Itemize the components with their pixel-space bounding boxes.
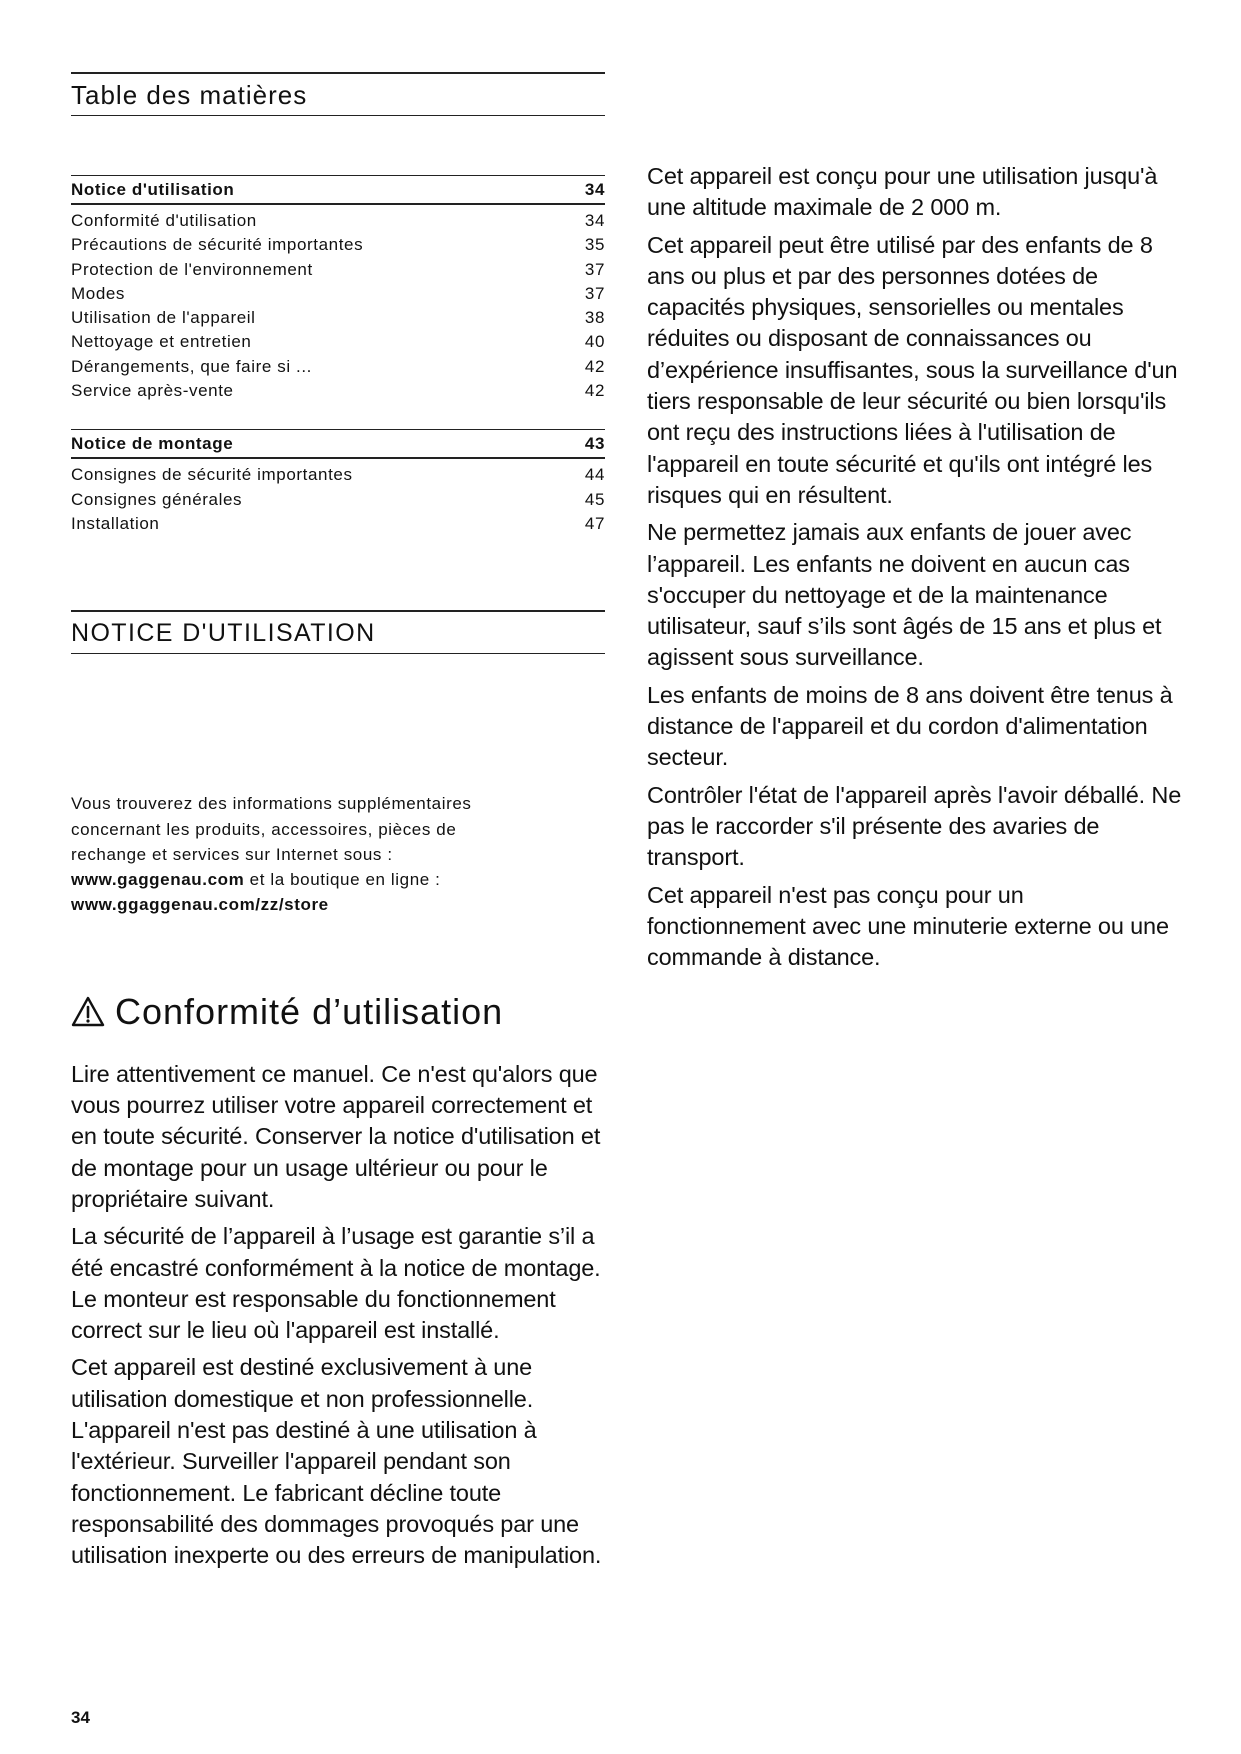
store-link[interactable]: www.ggaggenau.com/zz/store (71, 895, 329, 915)
body-paragraph: Contrôler l'état de l'appareil après l'avoir déballé. Ne pas le raccorder s'il présente des avaries de transport. (647, 781, 1182, 871)
toc-entry[interactable] (71, 258, 605, 282)
toc-entry-page: 38 (584, 308, 605, 328)
toc-entry[interactable] (71, 355, 605, 379)
info-line: concernant les produits, accessoires, pièces de (71, 819, 457, 839)
right-column (647, 161, 1187, 979)
website-link[interactable]: www.gaggenau.com (71, 870, 245, 890)
toc-entry-page: 47 (584, 513, 605, 533)
body-paragraph: La sécurité de l’appareil à l’usage est garantie s’il a été encastré conformément à la notice de montage. Le monteur est responsable du fonctionnement correct sur le lieu où l'appareil est installé. (71, 1223, 601, 1344)
toc-section-heading-label: Notice de montage (71, 434, 234, 454)
info-box (71, 791, 605, 917)
toc-entry-label: Précautions de sécurité importantes (71, 235, 364, 255)
toc-entry-label: Installation (71, 513, 160, 533)
toc-section-heading-page: 34 (584, 180, 605, 199)
toc-entry[interactable] (71, 512, 605, 536)
toc-entry-page: 37 (584, 259, 605, 279)
toc-entry-label: Modes (71, 283, 126, 303)
body-paragraph: Cet appareil peut être utilisé par des enfants de 8 ans ou plus et par des personnes dotées de capacités physiques, sensorielles ou mentales réduites ou disposant de connaissances ou d’expérience insuffisantes, sous la surveillance d'un tiers responsable de leur sécurité ou bien lorsqu'ils ont reçu des instructions liées à l'utilisation de l'appareil en toute sécurité et qu'ils ont intégré les risques qui en résultent. (647, 231, 1178, 508)
toc-list (71, 463, 605, 536)
toc-entry[interactable] (71, 306, 605, 330)
toc-section-heading-label: Notice d'utilisation (71, 180, 235, 199)
toc-entry-page: 35 (584, 235, 605, 255)
toc-section-utilisation (71, 175, 605, 403)
conformite-heading (71, 990, 605, 1034)
toc-entry-label: Protection de l'environnement (71, 259, 313, 279)
toc-entry-label: Utilisation de l'appareil (71, 308, 256, 328)
toc-entry[interactable] (71, 330, 605, 354)
toc-entry-page: 40 (584, 332, 605, 352)
toc-entry-page: 44 (584, 465, 605, 485)
toc-entry-label: Nettoyage et entretien (71, 332, 252, 352)
toc-section-montage (71, 429, 605, 536)
toc-entry[interactable] (71, 209, 605, 233)
conformite-title: Conformité d’utilisation (115, 990, 504, 1032)
toc-entry-label: Consignes de sécurité importantes (71, 465, 353, 485)
toc-entry-label: Dérangements, que faire si ... (71, 356, 313, 376)
toc-entry[interactable] (71, 233, 605, 257)
toc-entry-page: 45 (584, 489, 605, 509)
body-paragraph: Lire attentivement ce manuel. Ce n'est qu'alors que vous pourrez utiliser votre appareil correctement et en toute sécurité. Conserver la notice d'utilisation et de montage pour un usage ultérieur ou pour le propriétaire suivant. (71, 1060, 601, 1212)
body-paragraph: Cet appareil est conçu pour une utilisation jusqu'à une altitude maximale de 2 000 m. (647, 163, 1158, 221)
toc-entry-page: 42 (584, 381, 605, 401)
toc-title: Table des matières (71, 72, 605, 116)
body-paragraph: Cet appareil est destiné exclusivement à une utilisation domestique et non professionnelle. L'appareil n'est pas destiné à une utilisation à l'extérieur. Surveiller l'appareil pendant son fonctionnement. Le fabricant décline toute responsabilité des dommages provoqués par une utilisation inexperte ou des erreurs de manipulation. (71, 1354, 602, 1569)
toc-entry[interactable] (71, 463, 605, 487)
body-paragraph: Ne permettez jamais aux enfants de jouer avec l’appareil. Les enfants ne doivent en aucun cas s'occuper du nettoyage et de la maintenance utilisateur, sauf s’ils sont âgés de 15 ans et plus et agissent sous surveillance. (647, 519, 1162, 671)
toc-entry[interactable] (71, 282, 605, 306)
toc-entry[interactable] (71, 488, 605, 512)
conformite-body-left (71, 1059, 605, 1572)
toc-entry-page: 37 (584, 283, 605, 303)
info-line: rechange et services sur Internet sous : (71, 844, 393, 864)
info-line: et la boutique en ligne : (244, 870, 441, 890)
page-number: 34 (71, 1708, 90, 1727)
toc-entry-page: 34 (584, 211, 605, 230)
section-heading: NOTICE D'UTILISATION (71, 610, 605, 654)
toc-section-heading[interactable] (71, 175, 605, 205)
warning-triangle-icon (71, 996, 105, 1027)
toc-list (71, 209, 605, 403)
toc-entry-label: Service après-vente (71, 381, 234, 401)
left-column (71, 72, 605, 1578)
toc-section-heading-page: 43 (584, 434, 605, 454)
toc-section-heading[interactable] (71, 429, 605, 459)
toc-entry-label: Conformité d'utilisation (71, 211, 257, 230)
body-paragraph: Les enfants de moins de 8 ans doivent être tenus à distance de l'appareil et du cordon d'alimentation secteur. (647, 681, 1173, 771)
info-line: Vous trouverez des informations supplémentaires (71, 794, 472, 814)
body-paragraph: Cet appareil n'est pas conçu pour un fonctionnement avec une minuterie externe ou une commande à distance. (647, 881, 1169, 971)
toc-entry-label: Consignes générales (71, 489, 243, 509)
toc-entry[interactable] (71, 379, 605, 403)
toc-entry-page: 42 (584, 356, 605, 376)
